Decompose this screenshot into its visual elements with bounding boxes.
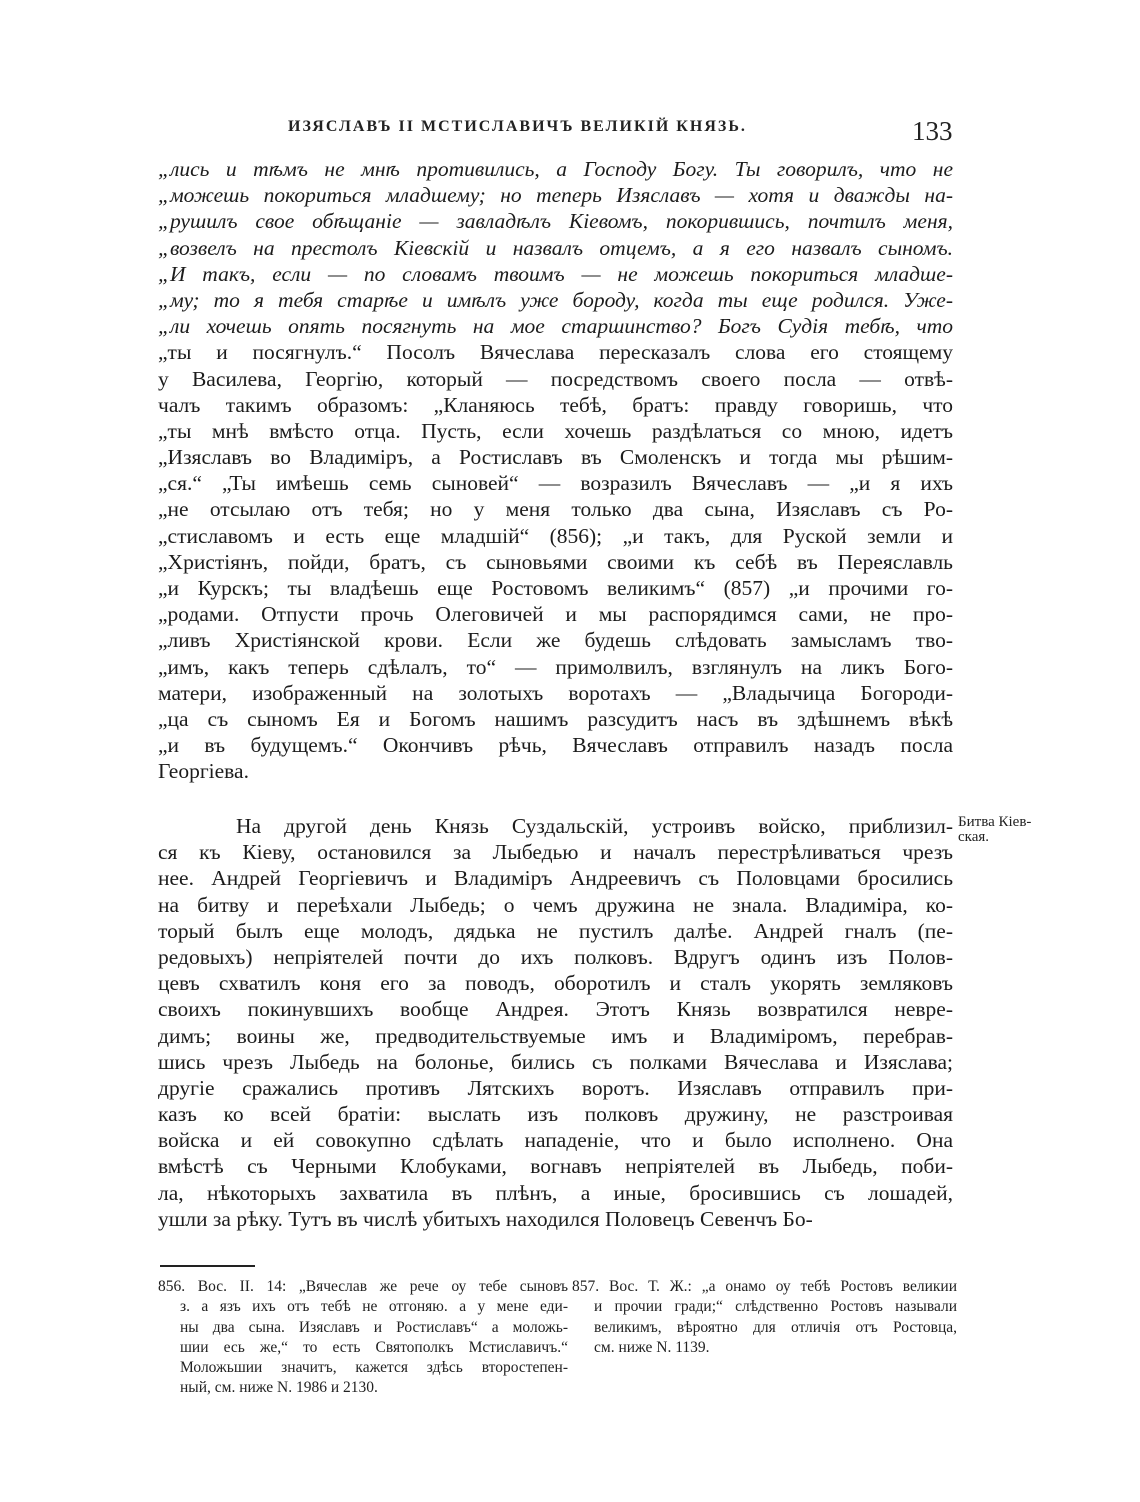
text-line: „родами. Отпусти прочь Олеговичей и мы распорядимся сами, не про- xyxy=(158,602,953,627)
text-line: казъ ко всей братіи: выслать изъ полковъ дружину, не разстроивая xyxy=(158,1102,953,1127)
footnote-line: и прочии гради;“ слѣдственно Ростовъ называли xyxy=(594,1298,957,1316)
footnote-line: шии есь же,“ то есть Святополкъ Мстиславичъ.“ xyxy=(180,1338,568,1356)
text-line: ла, нѣкоторыхъ захватила въ плѣнъ, а иные, бросившись съ лошадей, xyxy=(158,1180,953,1205)
text-line: „ты и посягнулъ.“ Посолъ Вячеслава пересказалъ слова его стоящему xyxy=(158,340,953,365)
text-line: „Изяславъ во Владиміръ, а Ростиславъ въ Смоленскъ и тогда мы рѣшим- xyxy=(158,445,953,470)
text-line: чалъ такимъ образомъ: „Кланяюсь тебѣ, братъ: правду говоришь, что xyxy=(158,392,953,417)
footnote-line: ны два сына. Изяславъ и Ростиславъ“ а моложь- xyxy=(180,1318,568,1336)
text-line: другіе сражались противъ Лятскихъ воротъ. Изяславъ отправилъ при- xyxy=(158,1075,953,1100)
running-title: ИЗЯСЛАВЪ II МСТИСЛАВИЧЪ ВЕЛИКІЙ КНЯЗЬ. xyxy=(288,118,747,135)
text-line: „Христіянъ, пойди, братъ, съ сыновьями своими къ себѣ въ Переяславль xyxy=(158,549,953,574)
text-line: На другой день Князь Суздальскій, устроивъ войско, приблизил- xyxy=(236,814,953,838)
text-line: „стиславомъ и есть еще младшій“ (856); „и такъ, для Руской земли и xyxy=(158,523,953,548)
text-line: „му; то я тебя старѣе и имѣлъ уже бороду, когда ты еще родился. Уже- xyxy=(158,287,953,312)
text-line: редовыхъ) непріятелей почти до ихъ полковъ. Вдругъ одинъ изъ Полов- xyxy=(158,944,953,969)
text-line: на битву и переѣхали Лыбедь; о чемъ дружина не знала. Владиміра, ко- xyxy=(158,892,953,917)
text-line: Георгіева. xyxy=(158,759,249,784)
footnote-857 xyxy=(572,1277,957,1358)
text-line: цевъ схватилъ коня его за поводъ, оборотилъ и сталъ укорять земляковъ xyxy=(158,971,953,996)
footnote-line: 857. Вос. Т. Ж.: „а онамо оу тебѣ Ростовъ великии xyxy=(572,1278,957,1295)
marginal-note-line: ская. xyxy=(958,829,990,845)
footnote-856 xyxy=(158,1277,568,1399)
text-line: „и въ будущемъ.“ Окончивъ рѣчь, Вячеславъ отправилъ назадъ посла xyxy=(158,733,953,758)
text-line: торый былъ еще молодъ, дядька не пустилъ далѣе. Андрей гналъ (пе- xyxy=(158,918,953,943)
text-line: ушли за рѣку. Тутъ въ числѣ убитыхъ находился Половецъ Севенчъ Бо- xyxy=(158,1206,813,1231)
text-line: „и Курскъ; ты владѣешь еще Ростовомъ великимъ“ (857) „и прочими го- xyxy=(158,576,953,600)
paragraph-quoted-speech xyxy=(158,156,953,785)
text-line: нее. Андрей Георгіевичъ и Владиміръ Андреевичъ съ Половцами бросились xyxy=(158,866,953,891)
footnote-line: Моложьшии значитъ, кажется здѣсь второстепен- xyxy=(180,1359,568,1377)
text-line: своихъ покинувшихъ вообще Андрея. Этотъ Князь возвратился невре- xyxy=(158,997,953,1022)
text-line: „ты мнѣ вмѣсто отца. Пусть, если хочешь раздѣлаться со мною, идетъ xyxy=(158,418,953,443)
text-line: „имъ, какъ теперь сдѣлалъ, то“ — примолвилъ, взглянулъ на ликъ Бого- xyxy=(158,654,953,679)
footnote-line: з. а язъ ихъ отъ тебѣ не отгоняю. а у мене еди- xyxy=(180,1298,568,1316)
text-line: у Василева, Георгію, который — посредствомъ своего посла — отвѣ- xyxy=(158,366,953,391)
text-line: „рушилъ свое обѣщаніе — завладѣлъ Кіевомъ, покорившись, почтилъ меня, xyxy=(158,209,953,234)
text-line: „И такъ, если — по словамъ твоимъ — не можешь покориться младше- xyxy=(158,261,953,286)
page-number: 133 xyxy=(912,116,953,146)
text-line: „ца съ сыномъ Ея и Богомъ нашимъ разсудитъ насъ въ здѣшнемъ вѣкѣ xyxy=(158,706,953,731)
marginal-note xyxy=(958,815,1078,845)
footnote-line: великимъ, вѣроятно для отличія отъ Ростовца, xyxy=(594,1318,957,1336)
text-line: ся къ Кіеву, остановился за Лыбедью и началъ перестрѣливаться чрезъ xyxy=(158,840,953,865)
footnote-line: см. ниже N. 1139. xyxy=(594,1338,710,1356)
text-line: „ливъ Христіянской крови. Если же будешь слѣдовать замысламъ тво- xyxy=(158,628,953,653)
text-line: войска и ей совокупно сдѣлать нападеніе, что и было исполнено. Она xyxy=(158,1128,953,1153)
paragraph-battle-of-kiev xyxy=(158,813,953,1232)
text-line: матери, изображенный на золотыхъ воротахъ — „Владычица Богороди- xyxy=(158,680,953,705)
text-line: „ся.“ „Ты имѣешь семь сыновей“ — возразилъ Вячеславъ — „и я ихъ xyxy=(158,471,953,496)
marginal-note-line: Битва Кіев- xyxy=(958,814,1032,830)
text-line: димъ; воины же, предводительствуемые имъ и Владиміромъ, перебрав- xyxy=(158,1023,953,1048)
text-line: „ли хочешь опять посягнуть на мое старшинство? Богъ Судія тебѣ, что xyxy=(158,314,953,339)
footnote-line: ный, см. ниже N. 1986 и 2130. xyxy=(180,1379,378,1397)
text-line: шись чрезъ Лыбедь на болонье, бились съ полками Вячеслава и Изяслава; xyxy=(158,1049,953,1074)
text-line: „можешь покориться младшему; но теперь Изяславъ — хотя и дважды на- xyxy=(158,183,953,208)
text-line: „возвелъ на престолъ Кіевскій и назвалъ отцемъ, а я его назвалъ сыномъ. xyxy=(158,235,953,260)
footnote-rule xyxy=(160,1265,255,1267)
text-line: „не отсылаю отъ тебя; но у меня только два сына, Изяславъ съ Ро- xyxy=(158,497,953,522)
text-line: „лись и тѣмъ не мнѣ противились, а Господу Богу. Ты говорилъ, что не xyxy=(158,157,953,181)
footnote-line: 856. Вос. II. 14: „Вячеслав же рече оу тебе сыновъ xyxy=(158,1278,568,1295)
text-line: вмѣстѣ съ Черными Клобуками, вогнавъ непріятелей въ Лыбедь, поби- xyxy=(158,1154,953,1179)
